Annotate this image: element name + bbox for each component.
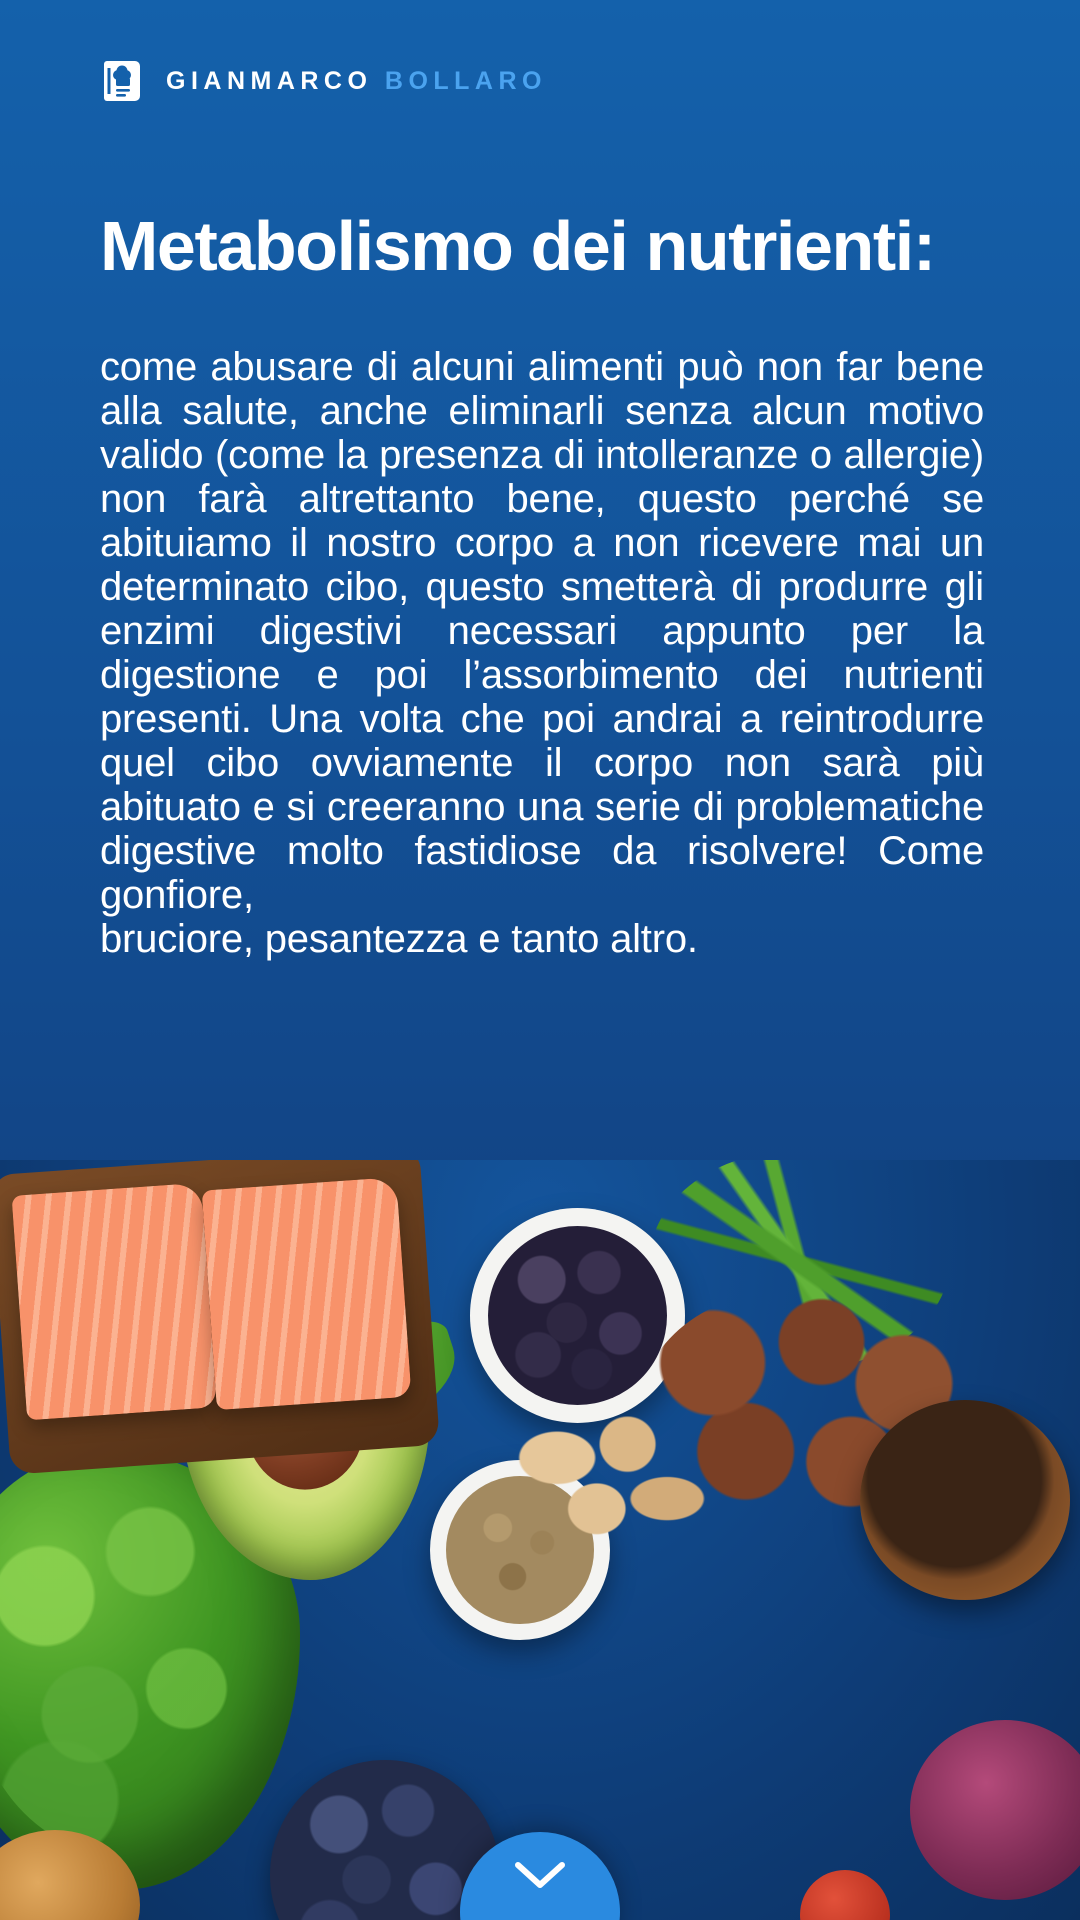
salmon-board	[0, 1160, 440, 1475]
chevron-down-icon	[514, 1860, 566, 1893]
salmon-fillet-1	[12, 1183, 217, 1421]
brand	[100, 58, 547, 104]
book-chef-icon	[100, 58, 144, 104]
dark-sauce-bowl	[860, 1400, 1070, 1600]
food-photo	[0, 1160, 1080, 1920]
brand-name	[166, 67, 547, 96]
brand-last-name: BOLLARO	[384, 66, 547, 95]
page-title: Metabolismo dei nutrienti:	[100, 206, 935, 285]
body-copy-tail: bruciore, pesantezza e tanto altro.	[100, 917, 698, 961]
almonds	[500, 1400, 720, 1570]
salmon-fillet-2	[202, 1177, 412, 1410]
brand-first-name: GIANMARCO	[166, 66, 373, 95]
body-copy	[100, 345, 984, 961]
body-copy-main: come abusare di alcuni alimenti può non far bene alla salute, anche eliminarli senza alcun motivo valido (come la presenza di intolleranze o allergie) non farà altrettanto bene, questo perché se abituiamo il nostro corpo a non ricevere mai un determinato cibo, questo smetterà di produrre gli enzimi digestivi necessari appunto per la digestione e poi l’assorbimento dei nutrienti presenti. Una volta che poi andrai a reintrodurre quel cibo ovviamente il corpo non sarà più abituato e si creeranno una serie di problematiche digestive molto fastidiose da risolvere! Come gonfiore,	[100, 345, 984, 917]
